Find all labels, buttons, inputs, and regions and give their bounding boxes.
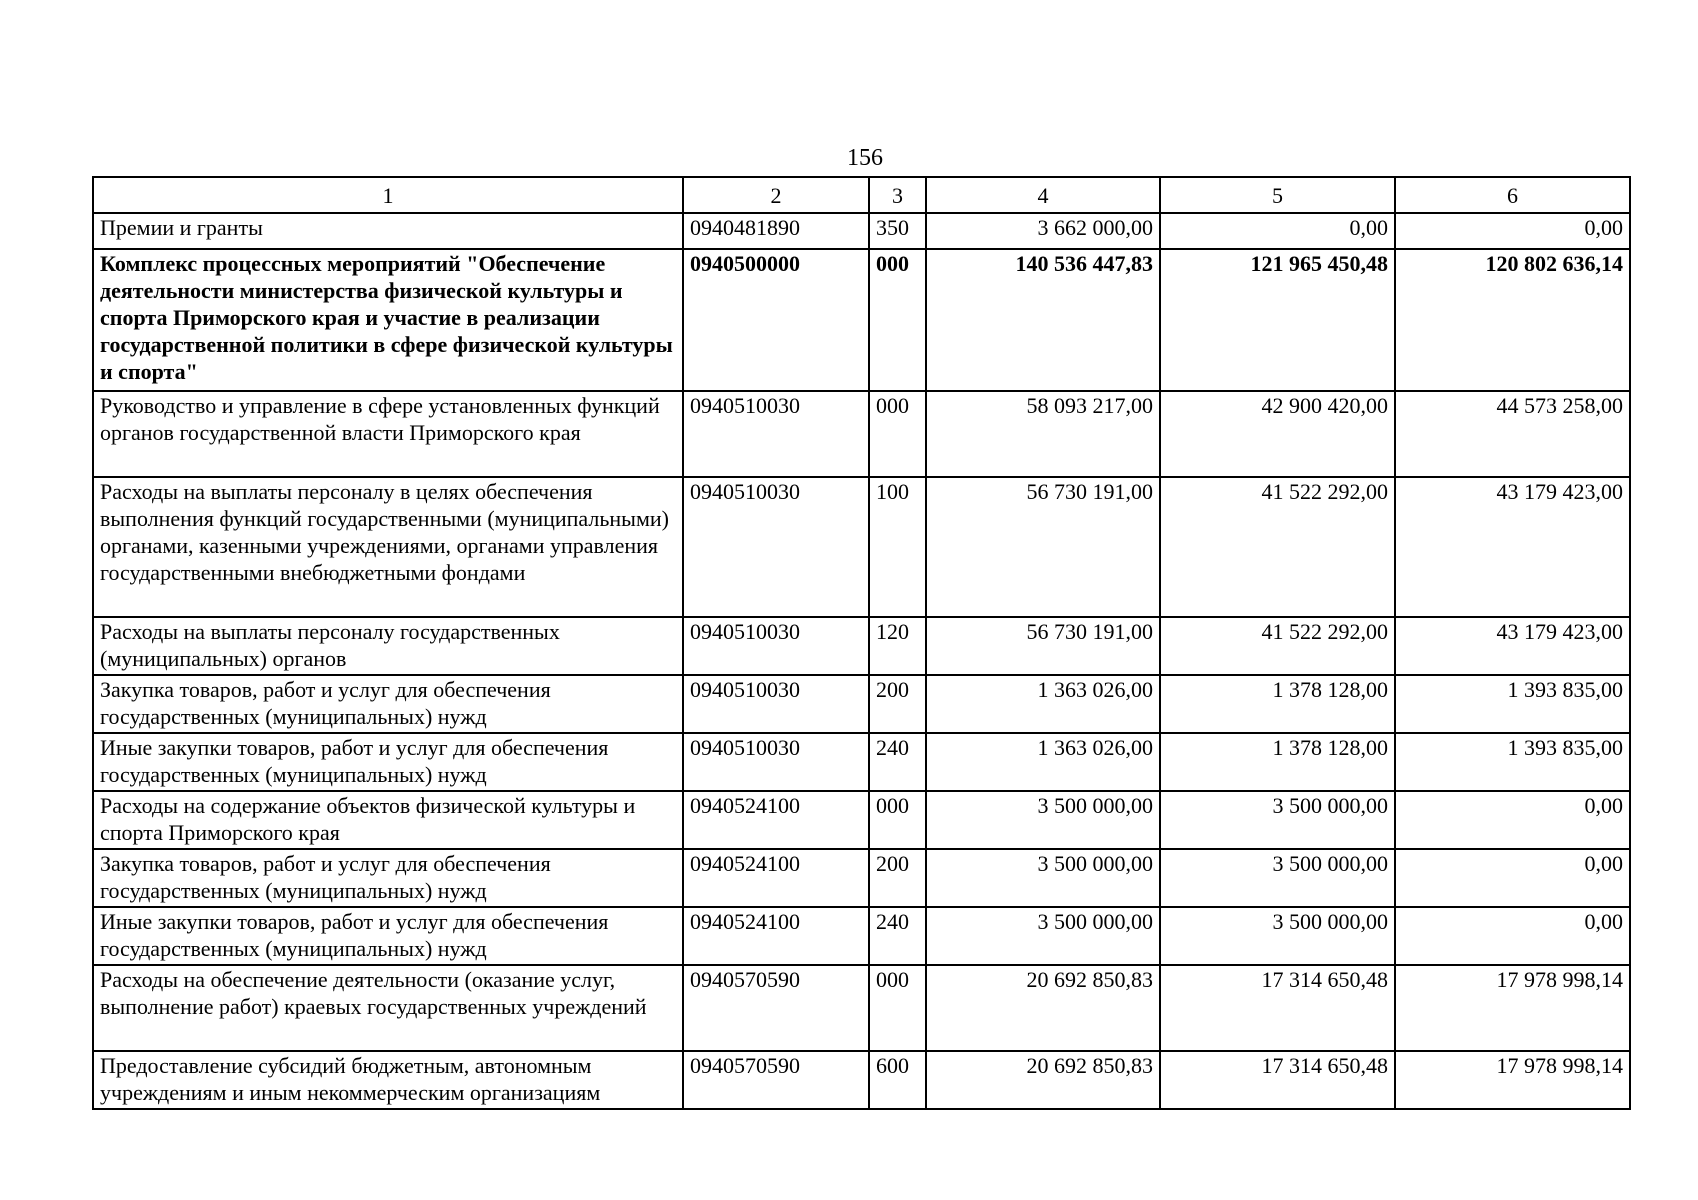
row-value-5: 0,00 — [1160, 213, 1395, 249]
row-name: Премии и гранты — [93, 213, 683, 249]
row-value-5: 17 314 650,48 — [1160, 965, 1395, 1051]
row-code: 0940510030 — [683, 733, 869, 791]
row-name: Расходы на содержание объектов физической культуры и спорта Приморского края — [93, 791, 683, 849]
row-value-6: 0,00 — [1395, 213, 1630, 249]
row-value-4: 3 500 000,00 — [926, 849, 1160, 907]
row-type: 240 — [869, 733, 926, 791]
row-type: 600 — [869, 1051, 926, 1109]
row-type: 000 — [869, 791, 926, 849]
row-name: Расходы на выплаты персоналу в целях обеспечения выполнения функций государственными (муниципальными) органами, казенными учреждениями, органами управления государственными внебюджетными фондами — [93, 477, 683, 617]
row-name: Руководство и управление в сфере установленных функций органов государственной власти Приморского края — [93, 391, 683, 477]
row-value-4: 56 730 191,00 — [926, 617, 1160, 675]
row-value-5: 41 522 292,00 — [1160, 617, 1395, 675]
table-row — [93, 617, 1630, 675]
row-type: 120 — [869, 617, 926, 675]
page-number: 156 — [847, 145, 883, 171]
row-value-5: 41 522 292,00 — [1160, 477, 1395, 617]
row-name: Закупка товаров, работ и услуг для обеспечения государственных (муниципальных) нужд — [93, 849, 683, 907]
row-value-4: 3 662 000,00 — [926, 213, 1160, 249]
row-code: 0940510030 — [683, 617, 869, 675]
table-row — [93, 477, 1630, 617]
row-value-4: 140 536 447,83 — [926, 249, 1160, 391]
row-name: Предоставление субсидий бюджетным, автономным учреждениям и иным некоммерческим организациям — [93, 1051, 683, 1109]
row-name: Закупка товаров, работ и услуг для обеспечения государственных (муниципальных) нужд — [93, 675, 683, 733]
row-value-6: 17 978 998,14 — [1395, 965, 1630, 1051]
row-value-6: 44 573 258,00 — [1395, 391, 1630, 477]
row-type: 200 — [869, 675, 926, 733]
row-type: 000 — [869, 249, 926, 391]
row-value-4: 56 730 191,00 — [926, 477, 1160, 617]
table-row — [93, 733, 1630, 791]
header-col-4: 4 — [926, 177, 1160, 213]
row-value-5: 17 314 650,48 — [1160, 1051, 1395, 1109]
table-row — [93, 1051, 1630, 1109]
row-value-6: 120 802 636,14 — [1395, 249, 1630, 391]
row-code: 0940524100 — [683, 791, 869, 849]
row-code: 0940524100 — [683, 849, 869, 907]
row-value-4: 20 692 850,83 — [926, 965, 1160, 1051]
row-value-5: 3 500 000,00 — [1160, 849, 1395, 907]
row-code: 0940500000 — [683, 249, 869, 391]
row-value-6: 0,00 — [1395, 907, 1630, 965]
row-value-4: 20 692 850,83 — [926, 1051, 1160, 1109]
row-value-6: 43 179 423,00 — [1395, 477, 1630, 617]
header-col-2: 2 — [683, 177, 869, 213]
row-code: 0940570590 — [683, 1051, 869, 1109]
row-code: 0940524100 — [683, 907, 869, 965]
table-row — [93, 849, 1630, 907]
row-value-5: 1 378 128,00 — [1160, 733, 1395, 791]
row-type: 200 — [869, 849, 926, 907]
row-value-6: 1 393 835,00 — [1395, 733, 1630, 791]
row-code: 0940570590 — [683, 965, 869, 1051]
row-value-4: 3 500 000,00 — [926, 907, 1160, 965]
header-col-5: 5 — [1160, 177, 1395, 213]
table-row — [93, 675, 1630, 733]
row-code: 0940510030 — [683, 477, 869, 617]
row-name: Иные закупки товаров, работ и услуг для обеспечения государственных (муниципальных) нужд — [93, 733, 683, 791]
row-value-4: 1 363 026,00 — [926, 733, 1160, 791]
table-row — [93, 249, 1630, 391]
table-row — [93, 965, 1630, 1051]
row-value-4: 3 500 000,00 — [926, 791, 1160, 849]
row-value-5: 121 965 450,48 — [1160, 249, 1395, 391]
row-value-4: 58 093 217,00 — [926, 391, 1160, 477]
row-name: Расходы на выплаты персоналу государственных (муниципальных) органов — [93, 617, 683, 675]
row-value-6: 1 393 835,00 — [1395, 675, 1630, 733]
row-value-6: 0,00 — [1395, 791, 1630, 849]
row-type: 000 — [869, 391, 926, 477]
row-value-6: 0,00 — [1395, 849, 1630, 907]
header-col-6: 6 — [1395, 177, 1630, 213]
row-name: Расходы на обеспечение деятельности (оказание услуг, выполнение работ) краевых государственных учреждений — [93, 965, 683, 1051]
header-col-1: 1 — [93, 177, 683, 213]
header-col-3: 3 — [869, 177, 926, 213]
table-row — [93, 391, 1630, 477]
row-type: 100 — [869, 477, 926, 617]
row-code: 0940510030 — [683, 391, 869, 477]
row-value-5: 42 900 420,00 — [1160, 391, 1395, 477]
row-value-6: 17 978 998,14 — [1395, 1051, 1630, 1109]
table-row — [93, 213, 1630, 249]
budget-table — [92, 176, 1631, 1110]
row-value-6: 43 179 423,00 — [1395, 617, 1630, 675]
row-code: 0940481890 — [683, 213, 869, 249]
row-type: 000 — [869, 965, 926, 1051]
row-value-5: 1 378 128,00 — [1160, 675, 1395, 733]
row-value-5: 3 500 000,00 — [1160, 791, 1395, 849]
row-type: 240 — [869, 907, 926, 965]
header-row — [93, 177, 1630, 213]
row-type: 350 — [869, 213, 926, 249]
row-value-4: 1 363 026,00 — [926, 675, 1160, 733]
row-code: 0940510030 — [683, 675, 869, 733]
table-row — [93, 791, 1630, 849]
table-row — [93, 907, 1630, 965]
row-name: Иные закупки товаров, работ и услуг для обеспечения государственных (муниципальных) нужд — [93, 907, 683, 965]
row-value-5: 3 500 000,00 — [1160, 907, 1395, 965]
row-name: Комплекс процессных мероприятий "Обеспечение деятельности министерства физической культуры и спорта Приморского края и участие в реализации государственной политики в сфере физической культуры и спорта" — [93, 249, 683, 391]
